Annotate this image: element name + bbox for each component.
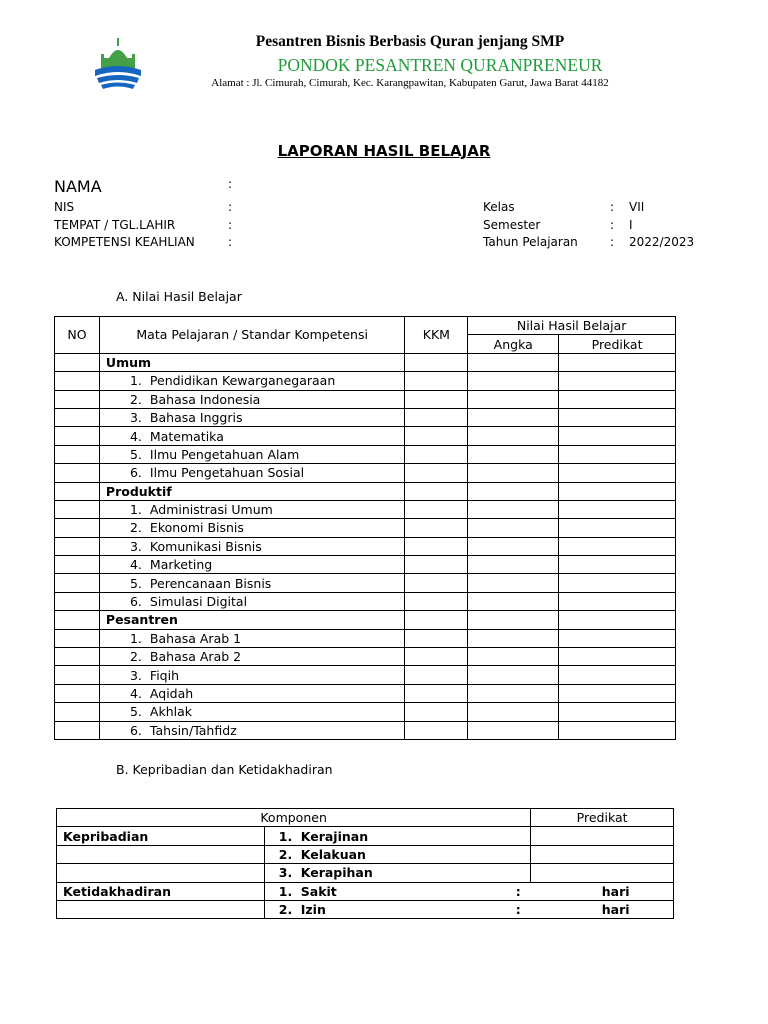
item-number: 3. xyxy=(278,865,293,881)
subject-cell xyxy=(99,390,404,408)
ttl-label: TEMPAT / TGL.LAHIR xyxy=(54,218,176,232)
col-kkm: KKM xyxy=(405,317,468,354)
item-unit: hari xyxy=(601,902,630,918)
item-name: Izin xyxy=(300,902,326,918)
no-cell xyxy=(55,629,100,647)
nama-colon: : xyxy=(228,177,233,191)
table-row xyxy=(55,629,676,647)
subject-name: Administrasi Umum xyxy=(149,502,273,518)
category-row xyxy=(55,482,676,500)
subject-name: Komunikasi Bisnis xyxy=(149,538,262,554)
table-row xyxy=(55,372,676,390)
subject-cell xyxy=(99,574,404,592)
predikat-cell xyxy=(559,408,676,426)
empty-cell xyxy=(468,482,559,500)
angka-cell xyxy=(468,592,559,610)
predikat-cell xyxy=(559,703,676,721)
semester-colon: : xyxy=(610,218,615,232)
predikat-cell xyxy=(559,721,676,739)
subject-cell xyxy=(99,556,404,574)
item-name: Kelakuan xyxy=(300,846,366,862)
subject-cell xyxy=(99,703,404,721)
subject-number: 2. xyxy=(129,391,142,407)
angka-cell xyxy=(468,648,559,666)
component-label-cell: Ketidakhadiran xyxy=(57,882,265,900)
predikat-cell xyxy=(559,445,676,463)
item-unit: hari xyxy=(601,883,630,899)
no-cell xyxy=(55,390,100,408)
table-row xyxy=(55,721,676,739)
no-cell xyxy=(55,427,100,445)
angka-cell xyxy=(468,427,559,445)
subject-number: 5. xyxy=(129,446,142,462)
table-row xyxy=(57,882,674,900)
component-label-cell xyxy=(57,900,265,918)
predikat-cell xyxy=(559,372,676,390)
category-label: Umum xyxy=(99,353,404,371)
empty-cell xyxy=(405,353,468,371)
table-row xyxy=(55,537,676,555)
subject-name: Tahsin/Tahfidz xyxy=(149,722,237,738)
table-row xyxy=(55,464,676,482)
predikat-cell xyxy=(531,845,674,863)
subject-cell xyxy=(99,629,404,647)
no-cell xyxy=(55,611,100,629)
kkm-cell xyxy=(405,372,468,390)
table-row xyxy=(55,574,676,592)
angka-cell xyxy=(468,666,559,684)
kelas-value: VII xyxy=(629,200,645,214)
no-cell xyxy=(55,408,100,426)
subject-cell xyxy=(99,427,404,445)
kkm-cell xyxy=(405,464,468,482)
item-number: 2. xyxy=(278,902,293,918)
subject-name: Bahasa Indonesia xyxy=(149,391,261,407)
predikat-cell xyxy=(559,537,676,555)
predikat-cell xyxy=(531,827,674,845)
subject-number: 4. xyxy=(129,557,142,573)
subject-name: Matematika xyxy=(149,428,224,444)
table-row xyxy=(57,864,674,882)
table-row xyxy=(55,648,676,666)
item-name: Kerajinan xyxy=(300,828,369,844)
empty-cell xyxy=(468,353,559,371)
predikat-cell xyxy=(559,390,676,408)
col-nilai: Nilai Hasil Belajar xyxy=(468,317,676,335)
no-cell xyxy=(55,519,100,537)
no-cell xyxy=(55,482,100,500)
kkm-cell xyxy=(405,445,468,463)
subject-cell xyxy=(99,648,404,666)
kkm-cell xyxy=(405,684,468,702)
predikat-cell xyxy=(559,574,676,592)
subject-number: 5. xyxy=(129,704,142,720)
subject-cell xyxy=(99,464,404,482)
no-cell xyxy=(55,537,100,555)
page-title: LAPORAN HASIL BELAJAR xyxy=(277,142,491,160)
no-cell xyxy=(55,666,100,684)
item-colon: : xyxy=(515,902,521,918)
no-cell xyxy=(55,353,100,371)
kkm-cell xyxy=(405,500,468,518)
subject-cell xyxy=(99,666,404,684)
subject-name: Fiqih xyxy=(149,667,180,683)
angka-cell xyxy=(468,372,559,390)
subject-number: 1. xyxy=(129,630,142,646)
no-cell xyxy=(55,592,100,610)
subject-name: Bahasa Arab 1 xyxy=(149,630,242,646)
subject-number: 6. xyxy=(129,722,142,738)
category-label: Produktif xyxy=(99,482,404,500)
table-row xyxy=(57,845,674,863)
subject-number: 4. xyxy=(129,686,142,701)
subject-cell xyxy=(99,445,404,463)
subject-name: Ekonomi Bisnis xyxy=(149,520,244,536)
angka-cell xyxy=(468,703,559,721)
component-item-cell xyxy=(264,845,530,863)
kkm-cell xyxy=(405,629,468,647)
empty-cell xyxy=(405,482,468,500)
subject-name: Aqidah xyxy=(149,686,194,701)
kkm-cell xyxy=(405,427,468,445)
kompetensi-colon: : xyxy=(228,235,233,249)
empty-cell xyxy=(559,611,676,629)
nama-label: NAMA xyxy=(54,177,102,196)
nis-colon: : xyxy=(228,200,233,214)
subject-name: Ilmu Pengetahuan Sosial xyxy=(149,465,305,481)
no-cell xyxy=(55,721,100,739)
subject-number: 6. xyxy=(129,465,142,481)
no-cell xyxy=(55,445,100,463)
component-item-cell xyxy=(264,900,673,918)
empty-cell xyxy=(405,611,468,629)
angka-cell xyxy=(468,519,559,537)
predikat-cell xyxy=(559,629,676,647)
subject-number: 3. xyxy=(129,410,142,426)
kelas-label: Kelas xyxy=(483,200,515,214)
subject-cell xyxy=(99,519,404,537)
no-cell xyxy=(55,574,100,592)
kkm-cell xyxy=(405,666,468,684)
attitude-table xyxy=(56,808,674,919)
subject-cell xyxy=(99,537,404,555)
subject-name: Perencanaan Bisnis xyxy=(149,575,272,591)
predikat-cell xyxy=(559,519,676,537)
component-label-cell xyxy=(57,864,265,882)
category-row xyxy=(55,353,676,371)
angka-cell xyxy=(468,537,559,555)
angka-cell xyxy=(468,684,559,702)
section-b-title: B. Kepribadian dan Ketidakhadiran xyxy=(116,762,333,777)
angka-cell xyxy=(468,445,559,463)
item-name: Sakit xyxy=(300,883,337,899)
kkm-cell xyxy=(405,592,468,610)
predikat-cell xyxy=(559,648,676,666)
kkm-cell xyxy=(405,519,468,537)
subject-name: Simulasi Digital xyxy=(149,594,248,610)
table-row xyxy=(55,703,676,721)
table-row xyxy=(55,408,676,426)
no-cell xyxy=(55,556,100,574)
tahun-colon: : xyxy=(610,235,615,249)
table-row xyxy=(57,827,674,845)
subject-name: Pendidikan Kewarganegaraan xyxy=(149,373,336,389)
subject-name: Marketing xyxy=(149,557,213,573)
item-name: Kerapihan xyxy=(300,865,373,881)
school-tagline: Pesantren Bisnis Berbasis Quran jenjang SMP xyxy=(255,33,565,50)
predikat-cell xyxy=(531,864,674,882)
angka-cell xyxy=(468,574,559,592)
kkm-cell xyxy=(405,556,468,574)
component-item-cell xyxy=(264,864,530,882)
subject-number: 5. xyxy=(129,575,142,591)
predikat-cell xyxy=(559,464,676,482)
no-cell xyxy=(55,648,100,666)
school-address: Alamat : Jl. Cimurah, Cimurah, Kec. Karangpawitan, Kabupaten Garut, Jawa Barat 44182 xyxy=(211,77,609,89)
subject-number: 4. xyxy=(129,428,142,444)
table-row xyxy=(55,592,676,610)
item-colon: : xyxy=(515,883,521,899)
kkm-cell xyxy=(405,648,468,666)
semester-label: Semester xyxy=(483,218,541,232)
nis-label: NIS xyxy=(54,200,75,214)
table-row xyxy=(55,666,676,684)
predikat-cell xyxy=(559,592,676,610)
predikat-cell xyxy=(559,556,676,574)
predikat-cell xyxy=(559,684,676,702)
table-row xyxy=(55,445,676,463)
semester-value: I xyxy=(629,218,633,232)
subject-name: Ilmu Pengetahuan Alam xyxy=(149,446,300,462)
predikat-cell xyxy=(559,666,676,684)
col-predikat-b: Predikat xyxy=(531,809,674,827)
table-row xyxy=(55,390,676,408)
table-row xyxy=(55,519,676,537)
empty-cell xyxy=(559,353,676,371)
no-cell xyxy=(55,684,100,702)
subject-cell xyxy=(99,592,404,610)
no-cell xyxy=(55,500,100,518)
kkm-cell xyxy=(405,390,468,408)
table-row xyxy=(55,500,676,518)
angka-cell xyxy=(468,408,559,426)
kkm-cell xyxy=(405,537,468,555)
no-cell xyxy=(55,703,100,721)
item-number: 2. xyxy=(278,846,293,862)
section-a-title: A. Nilai Hasil Belajar xyxy=(116,289,242,304)
subject-number: 3. xyxy=(129,667,142,683)
angka-cell xyxy=(468,556,559,574)
kkm-cell xyxy=(405,721,468,739)
no-cell xyxy=(55,372,100,390)
component-item-cell xyxy=(264,882,673,900)
col-mapel: Mata Pelajaran / Standar Kompetensi xyxy=(99,317,404,354)
col-no: NO xyxy=(55,317,100,354)
table-row xyxy=(57,900,674,918)
kelas-colon: : xyxy=(610,200,615,214)
angka-cell xyxy=(468,464,559,482)
no-cell xyxy=(55,464,100,482)
subject-number: 1. xyxy=(129,502,142,518)
angka-cell xyxy=(468,629,559,647)
school-name: PONDOK PESANTREN QURANPRENEUR xyxy=(277,55,603,75)
subject-name: Bahasa Arab 2 xyxy=(149,649,242,665)
item-number: 1. xyxy=(278,828,293,844)
kompetensi-label: KOMPETENSI KEAHLIAN xyxy=(54,235,195,249)
col-predikat: Predikat xyxy=(559,335,676,353)
tahun-label: Tahun Pelajaran xyxy=(483,235,578,249)
subject-number: 1. xyxy=(129,373,142,389)
kkm-cell xyxy=(405,703,468,721)
table-row xyxy=(55,684,676,702)
predikat-cell xyxy=(559,427,676,445)
component-label-cell: Kepribadian xyxy=(57,827,265,845)
predikat-cell xyxy=(559,500,676,518)
empty-cell xyxy=(468,611,559,629)
col-komponen: Komponen xyxy=(57,809,531,827)
ttl-colon: : xyxy=(228,218,233,232)
subject-cell xyxy=(99,684,404,702)
subject-cell xyxy=(99,408,404,426)
category-label: Pesantren xyxy=(99,611,404,629)
subject-cell xyxy=(99,500,404,518)
category-row xyxy=(55,611,676,629)
subject-number: 3. xyxy=(129,538,142,554)
angka-cell xyxy=(468,390,559,408)
component-item-cell xyxy=(264,827,530,845)
subject-number: 2. xyxy=(129,520,142,536)
subject-name: Akhlak xyxy=(149,704,193,720)
subject-name: Bahasa Inggris xyxy=(149,410,243,426)
table-row xyxy=(55,427,676,445)
kkm-cell xyxy=(405,408,468,426)
table-row xyxy=(55,556,676,574)
tahun-value: 2022/2023 xyxy=(629,235,695,249)
angka-cell xyxy=(468,721,559,739)
component-label-cell xyxy=(57,845,265,863)
subject-number: 6. xyxy=(129,594,142,610)
school-logo-icon xyxy=(93,36,143,92)
subject-cell xyxy=(99,721,404,739)
col-angka: Angka xyxy=(468,335,559,353)
empty-cell xyxy=(559,482,676,500)
grades-table xyxy=(54,316,676,740)
subject-number: 2. xyxy=(129,649,142,665)
item-number: 1. xyxy=(278,883,293,899)
kkm-cell xyxy=(405,574,468,592)
subject-cell xyxy=(99,372,404,390)
angka-cell xyxy=(468,500,559,518)
